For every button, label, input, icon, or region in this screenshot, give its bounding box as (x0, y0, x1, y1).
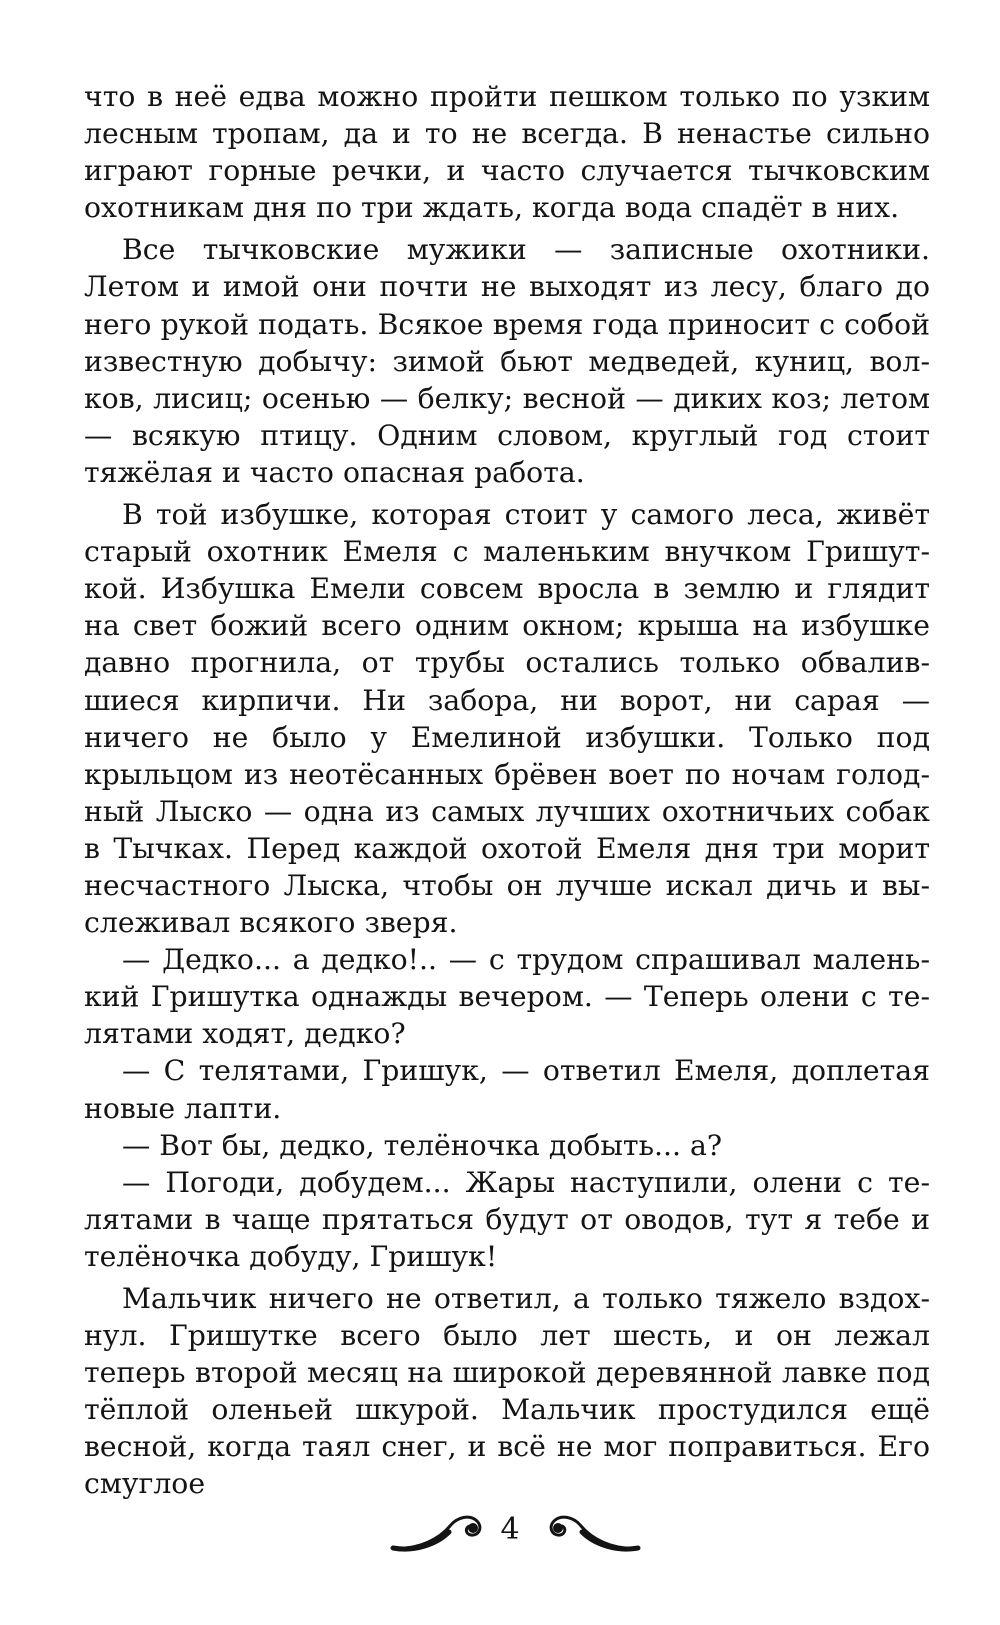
page-number: 4 (500, 1512, 520, 1547)
paragraph-5: — С телятами, Гришук, — ответил Емеля, доплетая новые лапти. (84, 1054, 930, 1125)
paragraph-2: Все тычковские мужики — записные охотники. Летом и имой они почти не выходят из лесу, благо до него рукой подать. Всякое время года приносит с собой известную добычу: зимой бьют медведей, куниц, волков, лисиц; осенью — белку; весной — диких коз; летом — всякую птицу. Одним словом, круглый год стоит тяжёлая и часто опасная работа. (84, 233, 930, 489)
paragraph-7: — Погоди, добудем... Жары наступили, олени с телятами в чаще прятаться будут от оводов, тут я тебе и телёночка добуду, Гришук! (84, 1165, 930, 1273)
paragraph-8: Мальчик ничего не ответил, а только тяжело вздохнул. Гришутке всего было лет шесть, и он лежал теперь второй месяц на широкой деревянной лавке под тёплой оленьей шкурой. Мальчик простудился ещё весной, когда таял снег, и всё не мог поправиться. Его смуглое (84, 1282, 930, 1501)
right-flourish-icon (540, 1508, 780, 1558)
paragraph-1: что в неё едва можно пройти пешком только по узким лесным тропам, да и то не всегда. В ненастье сильно играют горные речки, и часто случается тычковским охотникам дня по три ждать, когда вода спадёт в них. (84, 80, 930, 225)
page-footer (0, 1508, 1000, 1558)
paragraph-4: — Дедко... а дедко!.. — с трудом спрашивал маленький Гришутка однажды вечером. — Теперь олени с телятами ходят, дедко? (84, 943, 930, 1051)
paragraph-3: В той избушке, которая стоит у самого леса, живёт старый охотник Емеля с маленьким внучком Гришуткой. Избушка Емели совсем вросла в землю и глядит на свет божий всего одним окном; крыша на избушке давно прогнила, от трубы остались только обвалившиеся кирпичи. Ни забора, ни ворот, ни сарая — ничего не было у Емелиной избушки. Только под крыльцом из неотёсанных брёвен воет по ночам голодный Лыско — одна из самых лучших охотничьих собак в Тычках. Перед каждой охотой Емеля дня три морит несчастного Лыска, чтобы он лучше искал дичь и выслеживал всякого зверя. (84, 498, 930, 940)
page-body (84, 78, 930, 1503)
paragraph-6: — Вот бы, дедко, телёночка добыть... а? (122, 1128, 722, 1162)
